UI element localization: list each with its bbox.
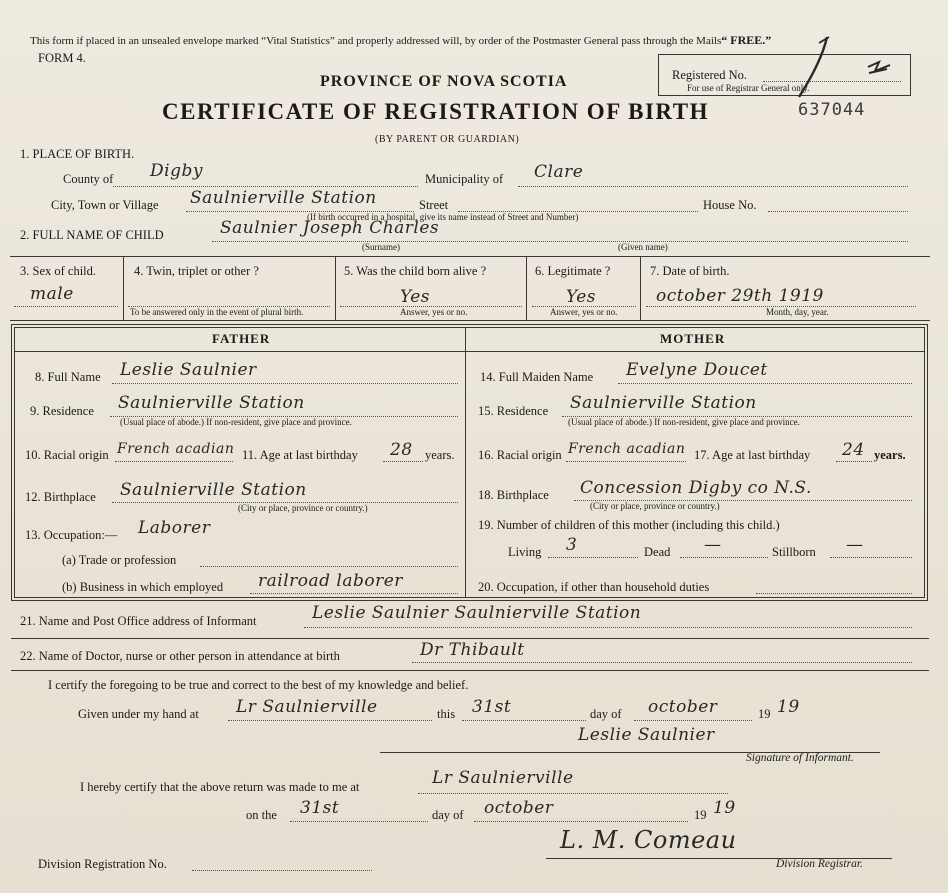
father-name-value: Leslie Saulnier	[120, 360, 257, 380]
mother-residence-value: Saulnierville Station	[570, 393, 757, 413]
municipality-value: Clare	[534, 162, 584, 182]
county-label: County of	[63, 172, 114, 186]
mother-children-label: 19. Number of children of this mother (including this child.)	[478, 518, 780, 532]
father-heading: FATHER	[212, 331, 271, 346]
province-heading: PROVINCE OF NOVA SCOTIA	[320, 73, 568, 90]
informant-signature: Leslie Saulnier	[578, 725, 715, 745]
dead-value: —	[704, 535, 722, 555]
mother-birthplace-label: 18. Birthplace	[478, 488, 549, 502]
city-value: Saulnierville Station	[190, 188, 377, 208]
date-of-birth-value: october 29th 1919	[656, 286, 824, 306]
born-alive-label: 5. Was the child born alive ?	[344, 264, 487, 278]
mother-racial-label: 16. Racial origin	[478, 448, 562, 462]
given-day-of-label: day of	[590, 707, 622, 721]
registered-label: Registered No.	[672, 68, 747, 82]
legitimate-label: 6. Legitimate ?	[535, 264, 611, 278]
registrar-general-note: For use of Registrar General only.	[687, 83, 810, 93]
father-age-value: 28	[390, 440, 413, 460]
return-year-suffix: 19	[713, 798, 736, 818]
given-year-prefix: 19	[758, 707, 771, 721]
city-label: City, Town or Village	[51, 198, 159, 212]
division-registrar-label: Division Registrar.	[776, 858, 863, 870]
mother-name-label: 14. Full Maiden Name	[480, 370, 594, 384]
date-of-birth-note: Month, day, year.	[766, 307, 829, 317]
date-of-birth-label: 7. Date of birth.	[650, 264, 730, 278]
informant-value: Leslie Saulnier Saulnierville Station	[312, 603, 642, 623]
mother-age-label: 17. Age at last birthday	[694, 448, 811, 462]
dead-label: Dead	[644, 545, 671, 559]
given-year-suffix: 19	[777, 697, 800, 717]
father-occupation-label: 13. Occupation:—	[25, 528, 118, 542]
father-residence-value: Saulnierville Station	[118, 393, 305, 413]
given-name-note: (Given name)	[618, 242, 668, 252]
father-birthplace-value: Saulnierville Station	[120, 480, 307, 500]
scribble-mark	[865, 59, 895, 79]
postal-notice: This form if placed in an unsealed envelope marked “Vital Statistics” and properly addressed will, by order of the Postmaster General pass through the Mails“ FREE.”	[30, 33, 772, 47]
born-alive-value: Yes	[400, 287, 431, 307]
sex-label: 3. Sex of child.	[20, 264, 97, 278]
on-the-label: on the	[246, 808, 277, 822]
father-residence-label: 9. Residence	[30, 404, 94, 418]
mother-birthplace-value: Concession Digby co N.S.	[580, 478, 812, 498]
street-note: (If birth occurred in a hospital, give its name instead of Street and Number)	[307, 212, 579, 222]
mother-occupation-label: 20. Occupation, if other than household duties	[478, 580, 710, 594]
father-racial-label: 10. Racial origin	[25, 448, 109, 462]
given-place-value: Lr Saulnierville	[236, 697, 378, 717]
stillborn-label: Stillborn	[772, 545, 816, 559]
mother-years-label: years.	[874, 448, 906, 462]
informant-signature-label: Signature of Informant.	[746, 752, 854, 764]
stillborn-value: —	[846, 535, 864, 555]
this-label: this	[437, 707, 456, 721]
form-number: FORM 4.	[38, 51, 86, 65]
mother-residence-label: 15. Residence	[478, 404, 549, 418]
registrar-signature: L. M. Comeau	[560, 826, 737, 854]
mother-racial-value: French acadian	[568, 441, 686, 457]
return-day-value: 31st	[300, 798, 340, 818]
county-value: Digby	[150, 161, 203, 181]
father-residence-note: (Usual place of abode.) If non-resident, give place and province.	[120, 417, 352, 427]
legitimate-note: Answer, yes or no.	[550, 307, 618, 317]
twin-note: To be answered only in the event of plural birth.	[130, 307, 304, 317]
place-of-birth-label: 1. PLACE OF BIRTH.	[20, 147, 135, 161]
return-month-value: october	[484, 798, 554, 818]
father-occupation-value: Laborer	[138, 518, 211, 538]
mother-name-value: Evelyne Doucet	[626, 360, 768, 380]
father-business-label: (b) Business in which employed	[62, 580, 224, 594]
certify-statement: I certify the foregoing to be true and correct to the best of my knowledge and belief.	[48, 678, 469, 692]
mother-birthplace-note: (City or place, province or country.)	[590, 501, 720, 511]
mother-heading: MOTHER	[660, 331, 726, 346]
sex-value: male	[30, 284, 74, 304]
division-registration-label: Division Registration No.	[38, 857, 167, 871]
municipality-label: Municipality of	[425, 172, 504, 186]
page-subtitle: (BY PARENT OR GUARDIAN)	[375, 134, 520, 145]
mother-residence-note: (Usual place of abode.) If non-resident, give place and province.	[568, 417, 800, 427]
return-statement: I hereby certify that the above return was made to me at	[80, 780, 360, 794]
born-alive-note: Answer, yes or no.	[400, 307, 468, 317]
given-month-value: october	[648, 697, 718, 717]
street-label: Street	[419, 198, 449, 212]
given-under-label: Given under my hand at	[78, 707, 199, 721]
father-age-label: 11. Age at last birthday	[242, 448, 358, 462]
living-value: 3	[566, 535, 578, 555]
living-label: Living	[508, 545, 542, 559]
father-name-label: 8. Full Name	[35, 370, 101, 384]
return-day-of-label: day of	[432, 808, 464, 822]
return-year-prefix: 19	[694, 808, 707, 822]
registrar-check-mark	[789, 35, 839, 105]
father-racial-value: French acadian	[117, 441, 235, 457]
child-name-label: 2. FULL NAME OF CHILD	[20, 228, 164, 242]
father-business-value: railroad laborer	[258, 571, 403, 591]
house-number-label: House No.	[703, 198, 757, 212]
father-birthplace-label: 12. Birthplace	[25, 490, 96, 504]
doctor-value: Dr Thibault	[420, 640, 525, 660]
informant-label: 21. Name and Post Office address of Informant	[20, 614, 257, 628]
return-place-value: Lr Saulnierville	[432, 768, 574, 788]
surname-note: (Surname)	[362, 242, 400, 252]
father-trade-label: (a) Trade or profession	[62, 553, 177, 567]
father-years-label: years.	[425, 448, 455, 462]
mother-age-value: 24	[842, 440, 865, 460]
twin-label: 4. Twin, triplet or other ?	[134, 264, 259, 278]
registered-number-box	[658, 54, 911, 96]
given-day-value: 31st	[472, 697, 512, 717]
page-title: CERTIFICATE OF REGISTRATION OF BIRTH	[162, 99, 709, 124]
father-birthplace-note: (City or place, province or country.)	[238, 503, 368, 513]
doctor-label: 22. Name of Doctor, nurse or other person in attendance at birth	[20, 649, 340, 663]
child-name-value: Saulnier Joseph Charles	[220, 218, 440, 238]
stamped-registration-number: 637044	[798, 100, 866, 120]
legitimate-value: Yes	[566, 287, 597, 307]
